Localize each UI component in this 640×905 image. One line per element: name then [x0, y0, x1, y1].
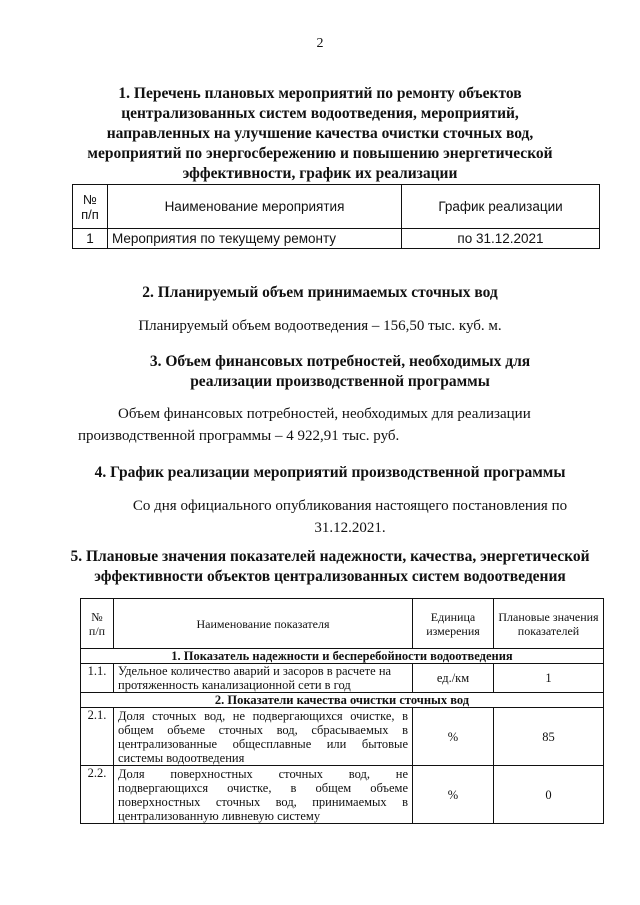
section-1-title-line: 1. Перечень плановых мероприятий по ремонту объектов — [118, 85, 522, 102]
cell-value: 1 — [494, 664, 604, 693]
cell-activity: Мероприятия по текущему ремонту — [108, 229, 402, 249]
group-title: 2. Показатели качества очистки сточных вод — [81, 693, 604, 708]
section-5-title — [40, 547, 620, 587]
table-header-row — [81, 599, 604, 649]
section-1-title — [60, 84, 580, 184]
cell-unit: % — [413, 708, 494, 766]
cell-number: 2.1. — [81, 708, 114, 766]
section-4-title: 4. График реализации мероприятий производственной программы — [94, 464, 566, 481]
section-3-text-line: Объем финансовых потребностей, необходимых для реализации — [118, 406, 531, 422]
column-header-indicator: Наименование показателя — [114, 599, 413, 649]
indicators-table — [80, 598, 604, 824]
section-1-title-line: мероприятий по энергосбережению и повышению энергетической — [87, 145, 553, 162]
page-number: 2 — [316, 36, 324, 51]
cell-number: 1 — [73, 229, 108, 249]
cell-schedule: по 31.12.2021 — [402, 229, 600, 249]
activities-table — [72, 184, 600, 249]
column-header-planned-value: Плановые значения показателей — [494, 599, 604, 649]
section-3-text — [78, 403, 618, 447]
table-row — [81, 708, 604, 766]
table-row — [81, 766, 604, 824]
section-3-title — [60, 352, 620, 392]
column-header-number: № п/п — [81, 599, 114, 649]
section-1-title-line: эффективности, график их реализации — [182, 165, 458, 182]
section-3-title-line: реализации производственной программы — [190, 373, 490, 390]
column-header-schedule: График реализации — [402, 185, 600, 229]
cell-value: 0 — [494, 766, 604, 824]
section-2-text: Планируемый объем водоотведения – 156,50 тыс. куб. м. — [138, 318, 502, 334]
section-1-title-line: централизованных систем водоотведения, мероприятий, — [121, 105, 519, 122]
column-header-activity: Наименование мероприятия — [108, 185, 402, 229]
section-1-title-line: направленных на улучшение качества очистки сточных вод, — [106, 125, 534, 142]
cell-value: 85 — [494, 708, 604, 766]
section-2-title: 2. Планируемый объем принимаемых сточных вод — [142, 284, 498, 301]
cell-unit: % — [413, 766, 494, 824]
cell-unit: ед./км — [413, 664, 494, 693]
table-row — [81, 664, 604, 693]
table-group-row — [81, 649, 604, 664]
section-3-text-line: производственной программы – 4 922,91 тыс. руб. — [78, 428, 400, 444]
cell-number: 2.2. — [81, 766, 114, 824]
section-5-title-line: эффективности объектов централизованных систем водоотведения — [94, 568, 566, 585]
section-5-title-line: 5. Плановые значения показателей надежности, качества, энергетической — [70, 548, 590, 565]
cell-indicator: Доля поверхностных сточных вод, не подвергающихся очистке, в общем объеме поверхностных сточных вод, принимаемых в централизованную ливневую систему — [114, 766, 413, 824]
section-4-text-line: 31.12.2021. — [314, 520, 386, 536]
cell-number: 1.1. — [81, 664, 114, 693]
table-group-row — [81, 693, 604, 708]
column-header-number: № п/п — [73, 185, 108, 229]
table-row — [73, 229, 600, 249]
table-header-row — [73, 185, 600, 229]
cell-indicator: Доля сточных вод, не подвергающихся очистке, в общем объеме сточных вод, сбрасываемых в централизованные общесплавные или бытовые системы водоотведения — [114, 708, 413, 766]
section-4-text-line: Со дня официального опубликования настоящего постановления по — [132, 498, 568, 514]
column-header-unit: Единица измерения — [413, 599, 494, 649]
group-title: 1. Показатель надежности и бесперебойности водоотведения — [81, 649, 604, 664]
cell-indicator: Удельное количество аварий и засоров в расчете на протяженность канализационной сети в год — [114, 664, 413, 693]
section-3-title-line: 3. Объем финансовых потребностей, необходимых для — [149, 353, 531, 370]
section-4-text — [80, 495, 620, 539]
